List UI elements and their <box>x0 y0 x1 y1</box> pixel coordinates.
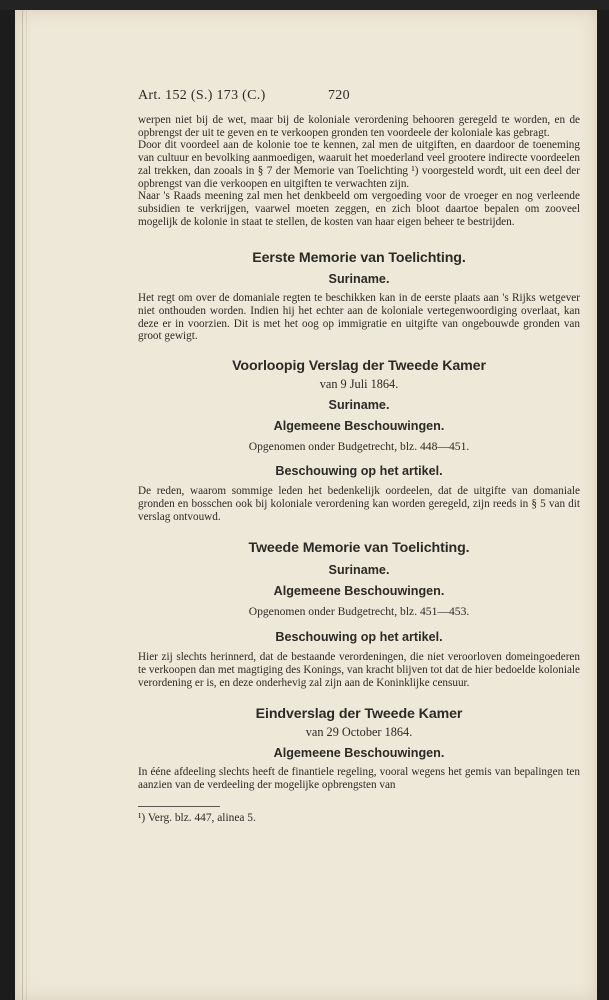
page-number: 720 <box>328 88 350 103</box>
section3-paragraph: Hier zij slechts herinnerd, dat de bestaande verordeningen, die niet veroorloven domeingoederen te verkoopen dan met magtiging des Konings, van kracht blijven tot dat de hier bedoelde koloniale verordening er is, en deze onderhevig zal zijn aan de Koninklijke censuur. <box>138 651 580 689</box>
section-title-tweede-memorie: Tweede Memorie van Toelichting. <box>248 540 470 557</box>
section3-heading-artikel: Beschouwing op het artikel. <box>275 630 443 645</box>
section1-paragraph: Het regt om over de domaniale regten te beschikken kan in de eerste plaats aan 's Rijks wetgever niet onthouden worden. Indien hij het echter aan de koloniale vertegenwoordiging overlaat, kan deze er in voorzien. Dit is met het oog op immigratie en uitgifte van ongebouwde gronden van groot gewigt. <box>138 292 580 343</box>
section-title-voorloopig-verslag: Voorloopig Verslag der Tweede Kamer <box>232 358 486 375</box>
section2-heading-artikel: Beschouwing op het artikel. <box>275 464 443 479</box>
section-subtitle-suriname-3: Suriname. <box>328 563 390 578</box>
binding-gutter <box>22 10 23 1000</box>
running-header <box>138 88 580 104</box>
intro-paragraph-2: Door dit voordeel aan de kolonie toe te kennen, zal men de uitgiften, en daardoor de toeneming van cultuur en bevolking aanmoedigen, waaruit het moederland veel grootere indirecte voordeelen zal trekken, dan zooals in § 7 der Memorie van Toelichting ¹) voorgesteld wordt, uit een deel der opbrengst van die verkoopen en uitgiften te verwachten zijn. <box>138 139 580 190</box>
binding-gutter-shadow <box>26 10 27 1000</box>
footnote: ¹) Verg. blz. 447, alinea 5. <box>138 811 256 824</box>
intro-paragraph-1: werpen niet bij de wet, maar bij de koloniale verordening behooren geregeld te worden, en de opbrengst der uit te geven en te verkoopen gronden ten voordeele der koloniale kas gebragt. <box>138 114 580 139</box>
section-subtitle-suriname-1: Suriname. <box>328 272 390 287</box>
section4-date: van 29 October 1864. <box>305 725 413 740</box>
section-title-eindverslag: Eindverslag der Tweede Kamer <box>255 706 463 723</box>
page-content <box>138 88 580 824</box>
section4-paragraph: In ééne afdeeling slechts heeft de finantiele regeling, vooral wegens het gemis van bepalingen ten aanzien van de verdeeling der mogelijke opbrengsten van <box>138 766 580 792</box>
section2-date: van 9 Juli 1864. <box>319 377 399 392</box>
section2-heading-algemeene: Algemeene Beschouwingen. <box>273 419 445 434</box>
section-subtitle-suriname-2: Suriname. <box>328 398 390 413</box>
scan-top-border <box>0 0 609 10</box>
section2-reference: Opgenomen onder Budgetrecht, blz. 448—451. <box>248 440 470 454</box>
section3-reference: Opgenomen onder Budgetrecht, blz. 451—453. <box>248 605 470 619</box>
book-page <box>15 10 597 1000</box>
intro-paragraph-3: Naar 's Raads meening zal men het denkbeeld om vergoeding voor de vroeger en nog verleende subsidien te verkrijgen, vaarwel moeten zeggen, en zich bloot daartoe bepalen om zooveel mogelijk de kolonie in staat te stellen, de kosten van haar eigen beheer te bestrijden. <box>138 190 580 228</box>
section4-heading-algemeene: Algemeene Beschouwingen. <box>273 746 445 761</box>
article-reference: Art. 152 (S.) 173 (C.) <box>138 88 266 103</box>
section2-paragraph: De reden, waarom sommige leden het bedenkelijk oordeelen, dat de uitgifte van domaniale gronden en bosschen ook bij koloniale verordening kan worden geregeld, zijn reeds in § 5 van dit verslag ontvouwd. <box>138 485 580 523</box>
section3-heading-algemeene: Algemeene Beschouwingen. <box>273 584 445 599</box>
section-title-eerste-memorie: Eerste Memorie van Toelichting. <box>252 250 466 267</box>
